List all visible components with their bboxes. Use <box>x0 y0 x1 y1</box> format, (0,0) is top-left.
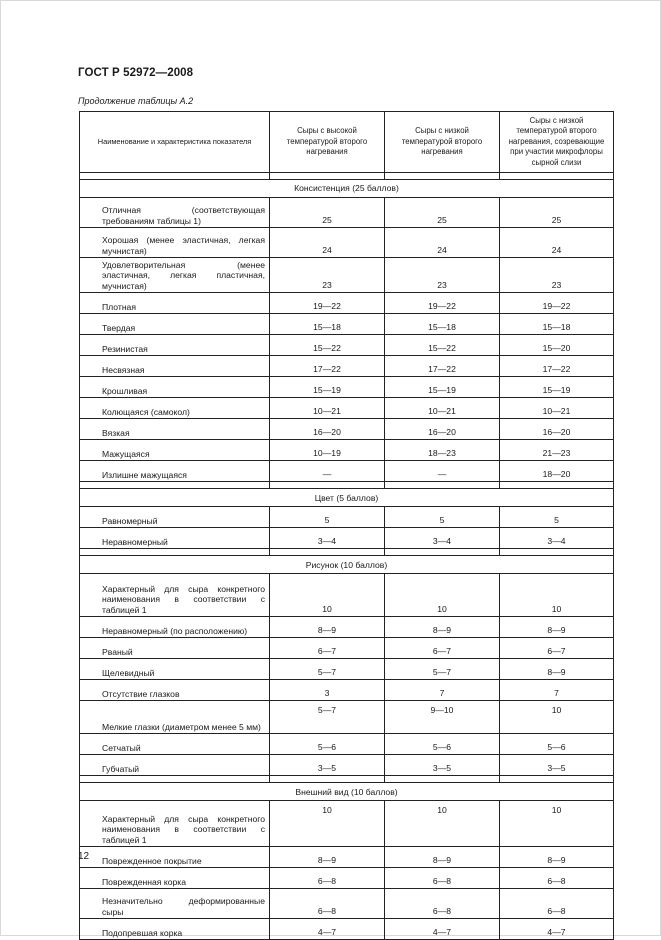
indicator-label-cell <box>80 734 270 755</box>
score-cell: 8—9 <box>385 847 500 868</box>
indicator-label: Удовлетворительная (менее эластичная, легкая пластичная, мучнистая) <box>102 260 265 291</box>
score-cell: 16—20 <box>385 419 500 440</box>
indicator-label: Незначительно деформированные сыры <box>102 896 265 917</box>
score-cell: 3—4 <box>500 528 614 549</box>
indicator-label-cell <box>80 377 270 398</box>
score-cell: 23 <box>270 258 385 293</box>
indicator-label: Губчатый <box>102 763 140 774</box>
indicator-label: Характерный для сыра конкретного наименования в соответствии с таблицей 1 <box>102 814 265 845</box>
table-row <box>80 680 614 701</box>
score-cell: 15—22 <box>270 335 385 356</box>
score-cell: 3—4 <box>270 528 385 549</box>
indicator-label-cell <box>80 507 270 528</box>
score-cell: 6—7 <box>385 638 500 659</box>
score-cell: 6—7 <box>500 638 614 659</box>
table-row <box>80 335 614 356</box>
indicator-label: Мажущаяся <box>102 448 150 459</box>
table-header-row <box>80 112 614 173</box>
table-row <box>80 440 614 461</box>
score-cell: 24 <box>270 228 385 258</box>
score-cell: 4—7 <box>270 919 385 940</box>
score-cell: 8—9 <box>500 847 614 868</box>
score-cell: — <box>270 461 385 482</box>
indicator-label: Неравномерный (по расположению) <box>102 625 248 636</box>
score-cell: 16—20 <box>500 419 614 440</box>
score-cell: 6—8 <box>270 868 385 889</box>
indicator-label-cell <box>80 314 270 335</box>
score-cell: 6—8 <box>270 889 385 919</box>
indicator-label-cell <box>80 461 270 482</box>
section-spacer <box>80 173 614 180</box>
indicator-label: Сетчатый <box>102 742 141 753</box>
indicator-label: Равномерный <box>102 515 158 526</box>
score-cell: 8—9 <box>500 659 614 680</box>
scores-table <box>79 111 614 940</box>
score-cell: 15—19 <box>500 377 614 398</box>
score-cell: 5—6 <box>500 734 614 755</box>
table-row <box>80 377 614 398</box>
indicator-label: Рваный <box>102 646 133 657</box>
score-cell: 23 <box>385 258 500 293</box>
indicator-label-cell <box>80 659 270 680</box>
score-cell: 19—22 <box>500 293 614 314</box>
table-row <box>80 574 614 617</box>
column-header: Сыры с низкой температурой второго нагревания, созревающие при участии микрофлоры сырной слизи <box>500 112 614 173</box>
indicator-label-cell <box>80 528 270 549</box>
score-cell: 15—19 <box>385 377 500 398</box>
score-cell: 3—5 <box>500 755 614 776</box>
score-cell: 6—7 <box>270 638 385 659</box>
score-cell: 10 <box>270 574 385 617</box>
score-cell: 7 <box>385 680 500 701</box>
table-row <box>80 868 614 889</box>
indicator-label-cell <box>80 574 270 617</box>
score-cell: 10—19 <box>270 440 385 461</box>
score-cell: 10 <box>385 574 500 617</box>
score-cell: 24 <box>500 228 614 258</box>
table-row <box>80 507 614 528</box>
section-title: Внешний вид (10 баллов) <box>80 783 614 801</box>
table-row <box>80 617 614 638</box>
score-cell: 4—7 <box>500 919 614 940</box>
score-cell: 10—21 <box>270 398 385 419</box>
score-cell: — <box>385 461 500 482</box>
score-cell: 10—21 <box>385 398 500 419</box>
indicator-label: Твердая <box>102 322 136 333</box>
table-row <box>80 356 614 377</box>
table-row <box>80 847 614 868</box>
indicator-label: Плотная <box>102 301 136 312</box>
score-cell: 10 <box>270 801 385 847</box>
table-caption: Продолжение таблицы А.2 <box>78 96 194 106</box>
indicator-label: Характерный для сыра конкретного наименования в соответствии с таблицей 1 <box>102 584 265 615</box>
indicator-label-cell <box>80 847 270 868</box>
indicator-label-cell <box>80 335 270 356</box>
score-cell: 15—22 <box>385 335 500 356</box>
score-cell: 5—6 <box>270 734 385 755</box>
indicator-label-cell <box>80 680 270 701</box>
score-cell: 16—20 <box>270 419 385 440</box>
indicator-label: Отсутствие глазков <box>102 688 180 699</box>
indicator-label: Крошливая <box>102 385 148 396</box>
indicator-label: Поврежденное покрытие <box>102 855 202 866</box>
score-cell: 7 <box>500 680 614 701</box>
score-cell: 18—23 <box>385 440 500 461</box>
score-cell: 21—23 <box>500 440 614 461</box>
column-header: Сыры с высокой температурой второго нагревания <box>270 112 385 173</box>
indicator-label-cell <box>80 617 270 638</box>
section-header-row <box>80 783 614 801</box>
section-spacer <box>80 549 614 556</box>
score-cell: 6—8 <box>385 868 500 889</box>
table-row <box>80 398 614 419</box>
indicator-label: Вязкая <box>102 427 130 438</box>
table-row <box>80 889 614 919</box>
indicator-label-cell <box>80 889 270 919</box>
indicator-label: Щелевидный <box>102 667 155 678</box>
score-cell: 10 <box>500 574 614 617</box>
section-spacer <box>80 482 614 489</box>
score-cell: 25 <box>385 198 500 228</box>
table-row <box>80 638 614 659</box>
column-header: Наименование и характеристика показателя <box>80 112 270 173</box>
table-row <box>80 528 614 549</box>
indicator-label: Хорошая (менее эластичная, легкая мучнистая) <box>102 235 265 256</box>
score-cell: 15—20 <box>500 335 614 356</box>
indicator-label-cell <box>80 801 270 847</box>
table-row <box>80 701 614 734</box>
score-cell: 5—7 <box>270 659 385 680</box>
table-row <box>80 228 614 258</box>
indicator-label-cell <box>80 293 270 314</box>
score-cell: 25 <box>270 198 385 228</box>
score-cell: 6—8 <box>500 868 614 889</box>
score-cell: 10—21 <box>500 398 614 419</box>
score-cell: 6—8 <box>385 889 500 919</box>
score-cell: 5—7 <box>270 701 385 734</box>
score-cell: 19—22 <box>270 293 385 314</box>
column-header: Сыры с низкой температурой второго нагревания <box>385 112 500 173</box>
indicator-label: Мелкие глазки (диаметром менее 5 мм) <box>102 721 261 732</box>
score-cell: 8—9 <box>270 617 385 638</box>
table-row <box>80 314 614 335</box>
score-cell: 5 <box>385 507 500 528</box>
indicator-label-cell <box>80 868 270 889</box>
table-body <box>80 173 614 940</box>
section-title: Консистенция (25 баллов) <box>80 180 614 198</box>
score-cell: 10 <box>500 701 614 734</box>
score-cell: 9—10 <box>385 701 500 734</box>
table-row <box>80 755 614 776</box>
indicator-label: Колющаяся (самокол) <box>102 406 190 417</box>
score-cell: 8—9 <box>500 617 614 638</box>
score-cell: 4—7 <box>385 919 500 940</box>
indicator-label-cell <box>80 638 270 659</box>
score-cell: 25 <box>500 198 614 228</box>
score-cell: 17—22 <box>500 356 614 377</box>
section-header-row <box>80 556 614 574</box>
section-header-row <box>80 180 614 198</box>
table-row <box>80 659 614 680</box>
score-cell: 15—18 <box>270 314 385 335</box>
score-cell: 5 <box>270 507 385 528</box>
score-cell: 8—9 <box>385 617 500 638</box>
standard-title: ГОСТ Р 52972—2008 <box>78 67 194 79</box>
indicator-label-cell <box>80 755 270 776</box>
indicator-label-cell <box>80 356 270 377</box>
indicator-label-cell <box>80 398 270 419</box>
indicator-label: Излишне мажущаяся <box>102 469 187 480</box>
indicator-label-cell <box>80 228 270 258</box>
indicator-label: Резинистая <box>102 343 148 354</box>
table-row <box>80 419 614 440</box>
score-cell: 8—9 <box>270 847 385 868</box>
score-cell: 10 <box>500 801 614 847</box>
table-row <box>80 293 614 314</box>
indicator-label: Неравномерный <box>102 536 168 547</box>
table-row <box>80 461 614 482</box>
indicator-label: Несвязная <box>102 364 145 375</box>
score-cell: 15—18 <box>500 314 614 335</box>
score-cell: 15—18 <box>385 314 500 335</box>
indicator-label: Отличная (соответствующая требованиям таблицы 1) <box>102 205 265 226</box>
section-header-row <box>80 489 614 507</box>
score-cell: 23 <box>500 258 614 293</box>
score-cell: 19—22 <box>385 293 500 314</box>
score-cell: 3 <box>270 680 385 701</box>
score-cell: 3—4 <box>385 528 500 549</box>
indicator-label-cell <box>80 258 270 293</box>
table-row <box>80 801 614 847</box>
score-cell: 17—22 <box>270 356 385 377</box>
score-cell: 17—22 <box>385 356 500 377</box>
indicator-label-cell <box>80 701 270 734</box>
table-row <box>80 734 614 755</box>
indicator-label-cell <box>80 919 270 940</box>
table-row <box>80 198 614 228</box>
section-spacer <box>80 776 614 783</box>
score-cell: 3—5 <box>270 755 385 776</box>
score-cell: 5 <box>500 507 614 528</box>
table-row <box>80 919 614 940</box>
score-cell: 10 <box>385 801 500 847</box>
indicator-label-cell <box>80 419 270 440</box>
table-row <box>80 258 614 293</box>
section-title: Цвет (5 баллов) <box>80 489 614 507</box>
score-cell: 3—5 <box>385 755 500 776</box>
score-cell: 5—6 <box>385 734 500 755</box>
page-number: 12 <box>78 851 90 862</box>
score-cell: 18—20 <box>500 461 614 482</box>
score-cell: 15—19 <box>270 377 385 398</box>
score-cell: 6—8 <box>500 889 614 919</box>
score-cell: 5—7 <box>385 659 500 680</box>
indicator-label: Поврежденная корка <box>102 876 186 887</box>
section-title: Рисунок (10 баллов) <box>80 556 614 574</box>
indicator-label-cell <box>80 198 270 228</box>
score-cell: 24 <box>385 228 500 258</box>
indicator-label: Подопревшая корка <box>102 927 183 938</box>
indicator-label-cell <box>80 440 270 461</box>
